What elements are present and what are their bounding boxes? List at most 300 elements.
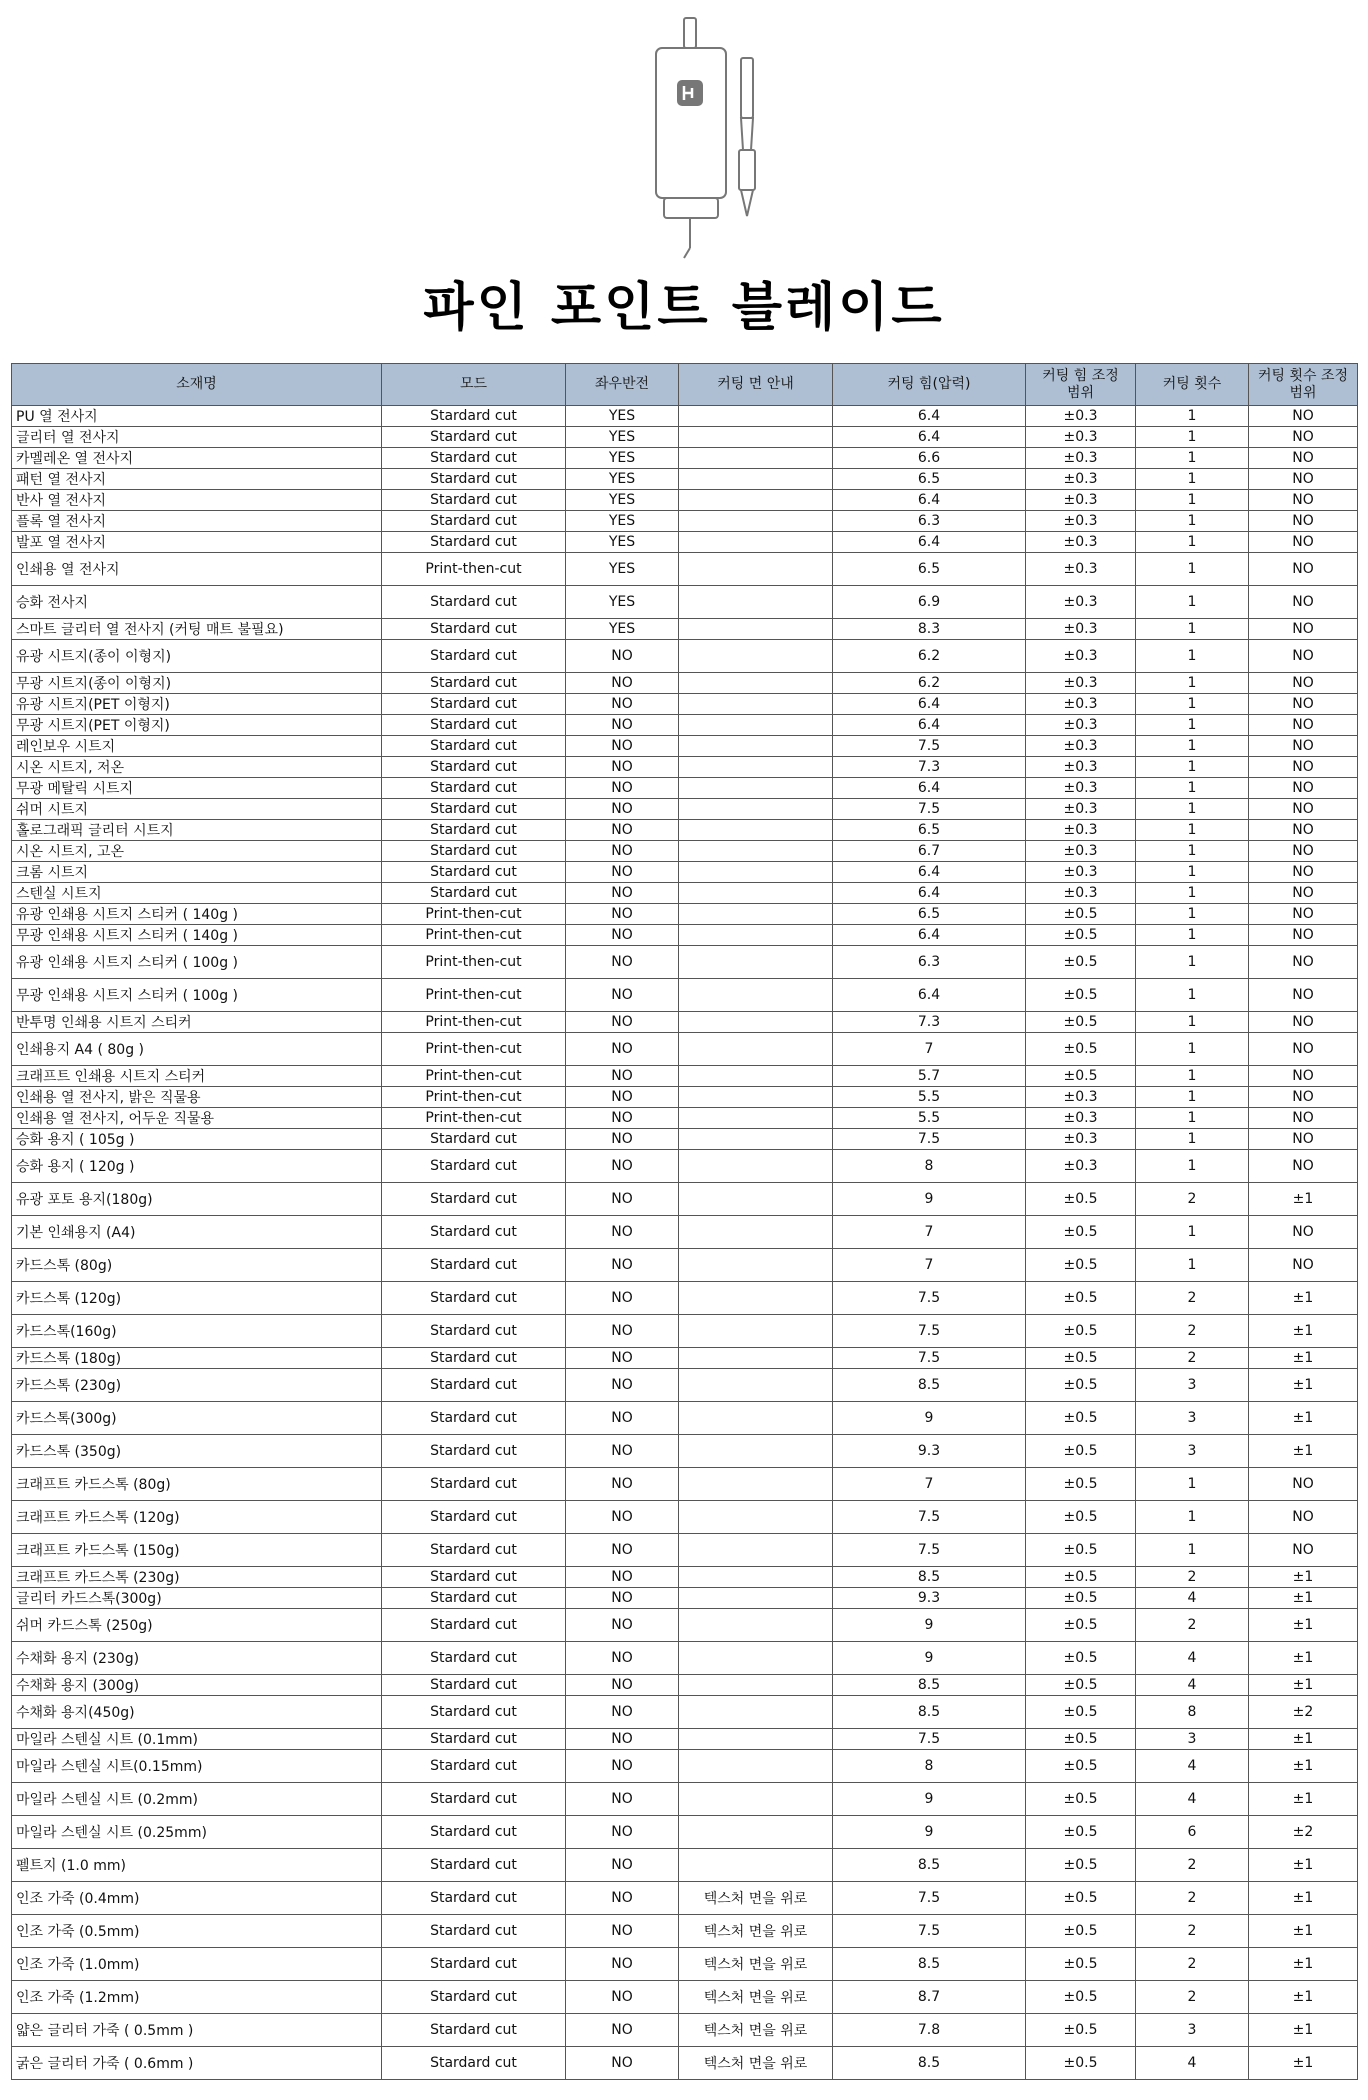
cut-force-cell: 6.2: [833, 673, 1026, 694]
cut-side-cell: [679, 619, 833, 640]
material-cell: 마일라 스텐실 시트 (0.1mm): [12, 1729, 382, 1750]
mirror-cell: NO: [566, 1108, 679, 1129]
material-cell: 수채화 용지 (230g): [12, 1642, 382, 1675]
passes-cell: 4: [1136, 1588, 1249, 1609]
force-range-cell: ±0.5: [1026, 1567, 1136, 1588]
force-range-cell: ±0.5: [1026, 1369, 1136, 1402]
cut-force-cell: 7: [833, 1468, 1026, 1501]
table-row: [12, 1216, 1358, 1249]
mode-cell: Stardard cut: [382, 1534, 566, 1567]
passes-range-cell: NO: [1249, 619, 1358, 640]
passes-range-cell: NO: [1249, 1216, 1358, 1249]
mirror-cell: NO: [566, 1534, 679, 1567]
passes-cell: 3: [1136, 1729, 1249, 1750]
material-cell: 마일라 스텐실 시트 (0.2mm): [12, 1783, 382, 1816]
material-cell: 반사 열 전사지: [12, 490, 382, 511]
mirror-cell: NO: [566, 1915, 679, 1948]
cut-force-cell: 8.5: [833, 1696, 1026, 1729]
mode-cell: Stardard cut: [382, 1315, 566, 1348]
mode-cell: Stardard cut: [382, 1915, 566, 1948]
table-row: [12, 1567, 1358, 1588]
mode-cell: Stardard cut: [382, 1282, 566, 1315]
passes-range-cell: NO: [1249, 862, 1358, 883]
cut-side-cell: [679, 673, 833, 694]
force-range-cell: ±0.3: [1026, 640, 1136, 673]
passes-cell: 1: [1136, 490, 1249, 511]
passes-range-cell: NO: [1249, 694, 1358, 715]
cut-side-cell: 텍스처 면을 위로: [679, 2047, 833, 2080]
mode-cell: Stardard cut: [382, 1435, 566, 1468]
force-range-cell: ±0.5: [1026, 904, 1136, 925]
material-cell: 크롬 시트지: [12, 862, 382, 883]
table-row: [12, 841, 1358, 862]
passes-range-cell: ±1: [1249, 1915, 1358, 1948]
mode-cell: Print-then-cut: [382, 1087, 566, 1108]
cut-side-cell: [679, 1108, 833, 1129]
mirror-cell: YES: [566, 619, 679, 640]
cut-side-cell: [679, 1348, 833, 1369]
mode-cell: Stardard cut: [382, 640, 566, 673]
passes-cell: 3: [1136, 1369, 1249, 1402]
mirror-cell: NO: [566, 1948, 679, 1981]
header-force-range: 커팅 힘 조정 범위: [1026, 364, 1136, 406]
material-cell: 유광 시트지(종이 이형지): [12, 640, 382, 673]
table-row: [12, 1882, 1358, 1915]
cutting-settings-table: [11, 363, 1358, 2080]
passes-range-cell: ±1: [1249, 2047, 1358, 2080]
mirror-cell: NO: [566, 1435, 679, 1468]
force-range-cell: ±0.3: [1026, 841, 1136, 862]
table-row: [12, 1249, 1358, 1282]
force-range-cell: ±0.3: [1026, 799, 1136, 820]
mode-cell: Stardard cut: [382, 883, 566, 904]
passes-range-cell: NO: [1249, 883, 1358, 904]
force-range-cell: ±0.5: [1026, 1729, 1136, 1750]
passes-range-cell: ±1: [1249, 1981, 1358, 2014]
passes-cell: 1: [1136, 532, 1249, 553]
mode-cell: Stardard cut: [382, 586, 566, 619]
material-cell: 인쇄용 열 전사지: [12, 553, 382, 586]
passes-cell: 2: [1136, 1315, 1249, 1348]
cut-force-cell: 7: [833, 1249, 1026, 1282]
table-row: [12, 1729, 1358, 1750]
mirror-cell: NO: [566, 799, 679, 820]
material-cell: 무광 메탈릭 시트지: [12, 778, 382, 799]
mirror-cell: NO: [566, 862, 679, 883]
cut-side-cell: [679, 1183, 833, 1216]
cut-force-cell: 8.5: [833, 2047, 1026, 2080]
table-row: [12, 946, 1358, 979]
passes-cell: 4: [1136, 2047, 1249, 2080]
table-row: [12, 1588, 1358, 1609]
table-row: [12, 1369, 1358, 1402]
mirror-cell: NO: [566, 1675, 679, 1696]
cut-force-cell: 6.4: [833, 979, 1026, 1012]
passes-cell: 1: [1136, 946, 1249, 979]
passes-cell: 1: [1136, 841, 1249, 862]
material-cell: 펠트지 (1.0 mm): [12, 1849, 382, 1882]
mirror-cell: NO: [566, 1315, 679, 1348]
mode-cell: Stardard cut: [382, 1501, 566, 1534]
mode-cell: Print-then-cut: [382, 1066, 566, 1087]
cut-side-cell: [679, 1315, 833, 1348]
mode-cell: Stardard cut: [382, 469, 566, 490]
mirror-cell: NO: [566, 1087, 679, 1108]
material-cell: 카드스톡 (230g): [12, 1369, 382, 1402]
force-range-cell: ±0.3: [1026, 1150, 1136, 1183]
table-row: [12, 778, 1358, 799]
cut-side-cell: [679, 778, 833, 799]
mirror-cell: YES: [566, 511, 679, 532]
passes-range-cell: NO: [1249, 1249, 1358, 1282]
cut-side-cell: [679, 1216, 833, 1249]
cut-side-cell: [679, 1609, 833, 1642]
cut-force-cell: 9: [833, 1816, 1026, 1849]
table-row: [12, 490, 1358, 511]
cut-force-cell: 5.7: [833, 1066, 1026, 1087]
cut-force-cell: 6.4: [833, 862, 1026, 883]
passes-cell: 1: [1136, 925, 1249, 946]
cut-side-cell: [679, 694, 833, 715]
table-row: [12, 469, 1358, 490]
table-row: [12, 1129, 1358, 1150]
passes-range-cell: NO: [1249, 820, 1358, 841]
material-cell: 카드스톡(300g): [12, 1402, 382, 1435]
mode-cell: Stardard cut: [382, 1783, 566, 1816]
cut-force-cell: 6.6: [833, 448, 1026, 469]
passes-cell: 1: [1136, 904, 1249, 925]
material-cell: 유광 시트지(PET 이형지): [12, 694, 382, 715]
table-row: [12, 2047, 1358, 2080]
table-row: [12, 736, 1358, 757]
cut-force-cell: 7: [833, 1033, 1026, 1066]
header-mode: 모드: [382, 364, 566, 406]
cut-side-cell: [679, 448, 833, 469]
material-cell: 인쇄용 열 전사지, 밝은 직물용: [12, 1087, 382, 1108]
material-cell: 스마트 글리터 열 전사지 (커팅 매트 불필요): [12, 619, 382, 640]
table-row: [12, 979, 1358, 1012]
passes-range-cell: ±1: [1249, 1849, 1358, 1882]
mirror-cell: NO: [566, 1150, 679, 1183]
mode-cell: Stardard cut: [382, 1849, 566, 1882]
passes-cell: 2: [1136, 1882, 1249, 1915]
cut-side-cell: [679, 1729, 833, 1750]
force-range-cell: ±0.5: [1026, 1216, 1136, 1249]
cut-side-cell: [679, 715, 833, 736]
cut-side-cell: [679, 946, 833, 979]
mirror-cell: NO: [566, 1468, 679, 1501]
cut-side-cell: [679, 1642, 833, 1675]
mirror-cell: NO: [566, 640, 679, 673]
mode-cell: Stardard cut: [382, 778, 566, 799]
mode-cell: Stardard cut: [382, 490, 566, 511]
force-range-cell: ±0.5: [1026, 1750, 1136, 1783]
header-mirror: 좌우반전: [566, 364, 679, 406]
mode-cell: Stardard cut: [382, 1609, 566, 1642]
material-cell: 마일라 스텐실 시트 (0.25mm): [12, 1816, 382, 1849]
passes-cell: 1: [1136, 427, 1249, 448]
passes-cell: 3: [1136, 2014, 1249, 2047]
cut-force-cell: 7.3: [833, 1012, 1026, 1033]
table-row: [12, 553, 1358, 586]
mirror-cell: NO: [566, 736, 679, 757]
force-range-cell: ±0.3: [1026, 1108, 1136, 1129]
table-row: [12, 1315, 1358, 1348]
force-range-cell: ±0.5: [1026, 1696, 1136, 1729]
mirror-cell: NO: [566, 1750, 679, 1783]
passes-range-cell: NO: [1249, 946, 1358, 979]
force-range-cell: ±0.3: [1026, 673, 1136, 694]
cut-side-cell: [679, 1402, 833, 1435]
cut-force-cell: 9: [833, 1783, 1026, 1816]
force-range-cell: ±0.3: [1026, 511, 1136, 532]
material-cell: 승화 용지 ( 105g ): [12, 1129, 382, 1150]
cut-force-cell: 9.3: [833, 1588, 1026, 1609]
mode-cell: Stardard cut: [382, 1216, 566, 1249]
table-row: [12, 1609, 1358, 1642]
material-cell: 카멜레온 열 전사지: [12, 448, 382, 469]
passes-range-cell: NO: [1249, 586, 1358, 619]
mode-cell: Print-then-cut: [382, 1033, 566, 1066]
passes-range-cell: NO: [1249, 532, 1358, 553]
material-cell: 크래프트 카드스톡 (120g): [12, 1501, 382, 1534]
material-cell: 인조 가죽 (1.2mm): [12, 1981, 382, 2014]
table-row: [12, 1750, 1358, 1783]
force-range-cell: ±0.5: [1026, 2014, 1136, 2047]
cut-force-cell: 5.5: [833, 1108, 1026, 1129]
material-cell: 발포 열 전사지: [12, 532, 382, 553]
mode-cell: Stardard cut: [382, 736, 566, 757]
table-row: [12, 1468, 1358, 1501]
passes-range-cell: ±1: [1249, 1315, 1358, 1348]
cut-side-cell: [679, 469, 833, 490]
passes-range-cell: NO: [1249, 1150, 1358, 1183]
force-range-cell: ±0.5: [1026, 2047, 1136, 2080]
material-cell: 크래프트 카드스톡 (230g): [12, 1567, 382, 1588]
passes-cell: 1: [1136, 469, 1249, 490]
cut-side-cell: [679, 841, 833, 862]
cut-side-cell: [679, 532, 833, 553]
table-row: [12, 1402, 1358, 1435]
cut-side-cell: [679, 1696, 833, 1729]
cut-side-cell: [679, 1588, 833, 1609]
cut-force-cell: 7.5: [833, 1315, 1026, 1348]
material-cell: 시온 시트지, 고온: [12, 841, 382, 862]
table-row: [12, 532, 1358, 553]
mirror-cell: NO: [566, 925, 679, 946]
cut-side-cell: [679, 1816, 833, 1849]
mirror-cell: NO: [566, 1696, 679, 1729]
passes-cell: 1: [1136, 1108, 1249, 1129]
cut-side-cell: [679, 406, 833, 427]
passes-cell: 6: [1136, 1816, 1249, 1849]
material-cell: 수채화 용지(450g): [12, 1696, 382, 1729]
mirror-cell: NO: [566, 778, 679, 799]
passes-cell: 1: [1136, 979, 1249, 1012]
table-row: [12, 1435, 1358, 1468]
force-range-cell: ±0.5: [1026, 1675, 1136, 1696]
passes-cell: 1: [1136, 640, 1249, 673]
mode-cell: Stardard cut: [382, 1642, 566, 1675]
mirror-cell: NO: [566, 1501, 679, 1534]
mirror-cell: YES: [566, 406, 679, 427]
force-range-cell: ±0.3: [1026, 406, 1136, 427]
mode-cell: Stardard cut: [382, 1183, 566, 1216]
force-range-cell: ±0.3: [1026, 448, 1136, 469]
cut-force-cell: 7.5: [833, 799, 1026, 820]
passes-range-cell: NO: [1249, 778, 1358, 799]
mirror-cell: NO: [566, 883, 679, 904]
mirror-cell: NO: [566, 1882, 679, 1915]
cut-force-cell: 6.4: [833, 883, 1026, 904]
passes-range-cell: NO: [1249, 406, 1358, 427]
passes-range-cell: ±1: [1249, 1750, 1358, 1783]
cut-force-cell: 7: [833, 1216, 1026, 1249]
mirror-cell: NO: [566, 1849, 679, 1882]
mirror-cell: NO: [566, 1282, 679, 1315]
cut-force-cell: 6.5: [833, 904, 1026, 925]
material-cell: 크래프트 카드스톡 (150g): [12, 1534, 382, 1567]
mirror-cell: NO: [566, 2014, 679, 2047]
mode-cell: Stardard cut: [382, 1948, 566, 1981]
table-row: [12, 1981, 1358, 2014]
passes-range-cell: ±1: [1249, 1948, 1358, 1981]
material-cell: 카드스톡 (350g): [12, 1435, 382, 1468]
mirror-cell: NO: [566, 1729, 679, 1750]
passes-cell: 2: [1136, 1567, 1249, 1588]
mirror-cell: NO: [566, 946, 679, 979]
table-row: [12, 1816, 1358, 1849]
mode-cell: Stardard cut: [382, 1981, 566, 2014]
table-row: [12, 448, 1358, 469]
table-row: [12, 925, 1358, 946]
force-range-cell: ±0.3: [1026, 862, 1136, 883]
mirror-cell: NO: [566, 1981, 679, 2014]
table-row: [12, 694, 1358, 715]
cut-force-cell: 8.5: [833, 1567, 1026, 1588]
passes-cell: 1: [1136, 1501, 1249, 1534]
force-range-cell: ±0.5: [1026, 1882, 1136, 1915]
material-cell: 반투명 인쇄용 시트지 스티커: [12, 1012, 382, 1033]
mirror-cell: YES: [566, 586, 679, 619]
mode-cell: Stardard cut: [382, 1729, 566, 1750]
cut-side-cell: [679, 736, 833, 757]
table-row: [12, 1501, 1358, 1534]
cut-side-cell: [679, 1150, 833, 1183]
passes-range-cell: NO: [1249, 715, 1358, 736]
cut-force-cell: 7.5: [833, 1129, 1026, 1150]
passes-cell: 1: [1136, 406, 1249, 427]
cut-force-cell: 6.3: [833, 946, 1026, 979]
passes-range-cell: NO: [1249, 904, 1358, 925]
table-row: [12, 640, 1358, 673]
force-range-cell: ±0.3: [1026, 883, 1136, 904]
mirror-cell: NO: [566, 694, 679, 715]
force-range-cell: ±0.5: [1026, 1066, 1136, 1087]
mirror-cell: NO: [566, 904, 679, 925]
cut-force-cell: 6.4: [833, 532, 1026, 553]
mirror-cell: NO: [566, 1033, 679, 1066]
force-range-cell: ±0.3: [1026, 820, 1136, 841]
mirror-cell: NO: [566, 2047, 679, 2080]
cut-force-cell: 7.5: [833, 1915, 1026, 1948]
force-range-cell: ±0.5: [1026, 1783, 1136, 1816]
material-cell: 무광 인쇄용 시트지 스티커 ( 100g ): [12, 979, 382, 1012]
mirror-cell: NO: [566, 1609, 679, 1642]
cut-side-cell: 텍스처 면을 위로: [679, 1915, 833, 1948]
passes-cell: 1: [1136, 820, 1249, 841]
mode-cell: Stardard cut: [382, 1129, 566, 1150]
cut-side-cell: [679, 1087, 833, 1108]
table-header-row: [12, 364, 1358, 406]
passes-range-cell: NO: [1249, 757, 1358, 778]
cut-side-cell: [679, 757, 833, 778]
material-cell: 승화 전사지: [12, 586, 382, 619]
cut-force-cell: 6.5: [833, 820, 1026, 841]
cut-force-cell: 6.4: [833, 406, 1026, 427]
cut-side-cell: [679, 925, 833, 946]
passes-range-cell: NO: [1249, 979, 1358, 1012]
material-cell: 홀로그래픽 글리터 시트지: [12, 820, 382, 841]
mode-cell: Print-then-cut: [382, 1108, 566, 1129]
passes-cell: 1: [1136, 1468, 1249, 1501]
passes-range-cell: NO: [1249, 469, 1358, 490]
cut-force-cell: 6.7: [833, 841, 1026, 862]
mode-cell: Stardard cut: [382, 1882, 566, 1915]
material-cell: 유광 인쇄용 시트지 스티커 ( 100g ): [12, 946, 382, 979]
cut-force-cell: 6.9: [833, 586, 1026, 619]
mode-cell: Print-then-cut: [382, 925, 566, 946]
cut-force-cell: 9: [833, 1183, 1026, 1216]
cut-side-cell: [679, 553, 833, 586]
passes-cell: 1: [1136, 1087, 1249, 1108]
table-row: [12, 757, 1358, 778]
passes-cell: 3: [1136, 1402, 1249, 1435]
header-cut-side: 커팅 면 안내: [679, 364, 833, 406]
passes-range-cell: NO: [1249, 427, 1358, 448]
material-cell: 쉬머 시트지: [12, 799, 382, 820]
material-cell: 크래프트 카드스톡 (80g): [12, 1468, 382, 1501]
cut-force-cell: 7.5: [833, 1534, 1026, 1567]
material-cell: 무광 시트지(PET 이형지): [12, 715, 382, 736]
cut-side-cell: [679, 1750, 833, 1783]
cut-side-cell: [679, 1675, 833, 1696]
cut-force-cell: 7.5: [833, 736, 1026, 757]
table-row: [12, 1915, 1358, 1948]
table-row: [12, 883, 1358, 904]
table-row: [12, 1783, 1358, 1816]
force-range-cell: ±0.3: [1026, 427, 1136, 448]
mirror-cell: NO: [566, 1402, 679, 1435]
passes-cell: 2: [1136, 1948, 1249, 1981]
cut-force-cell: 8.3: [833, 619, 1026, 640]
table-row: [12, 586, 1358, 619]
force-range-cell: ±0.5: [1026, 1315, 1136, 1348]
passes-cell: 1: [1136, 1216, 1249, 1249]
force-range-cell: ±0.3: [1026, 532, 1136, 553]
mirror-cell: NO: [566, 715, 679, 736]
mode-cell: Stardard cut: [382, 1468, 566, 1501]
force-range-cell: ±0.5: [1026, 1981, 1136, 2014]
passes-cell: 1: [1136, 448, 1249, 469]
mirror-cell: YES: [566, 448, 679, 469]
material-cell: 인조 가죽 (0.5mm): [12, 1915, 382, 1948]
force-range-cell: ±0.5: [1026, 1468, 1136, 1501]
mode-cell: Print-then-cut: [382, 1012, 566, 1033]
cut-side-cell: [679, 1501, 833, 1534]
material-cell: 쉬머 카드스톡 (250g): [12, 1609, 382, 1642]
cut-side-cell: [679, 1369, 833, 1402]
